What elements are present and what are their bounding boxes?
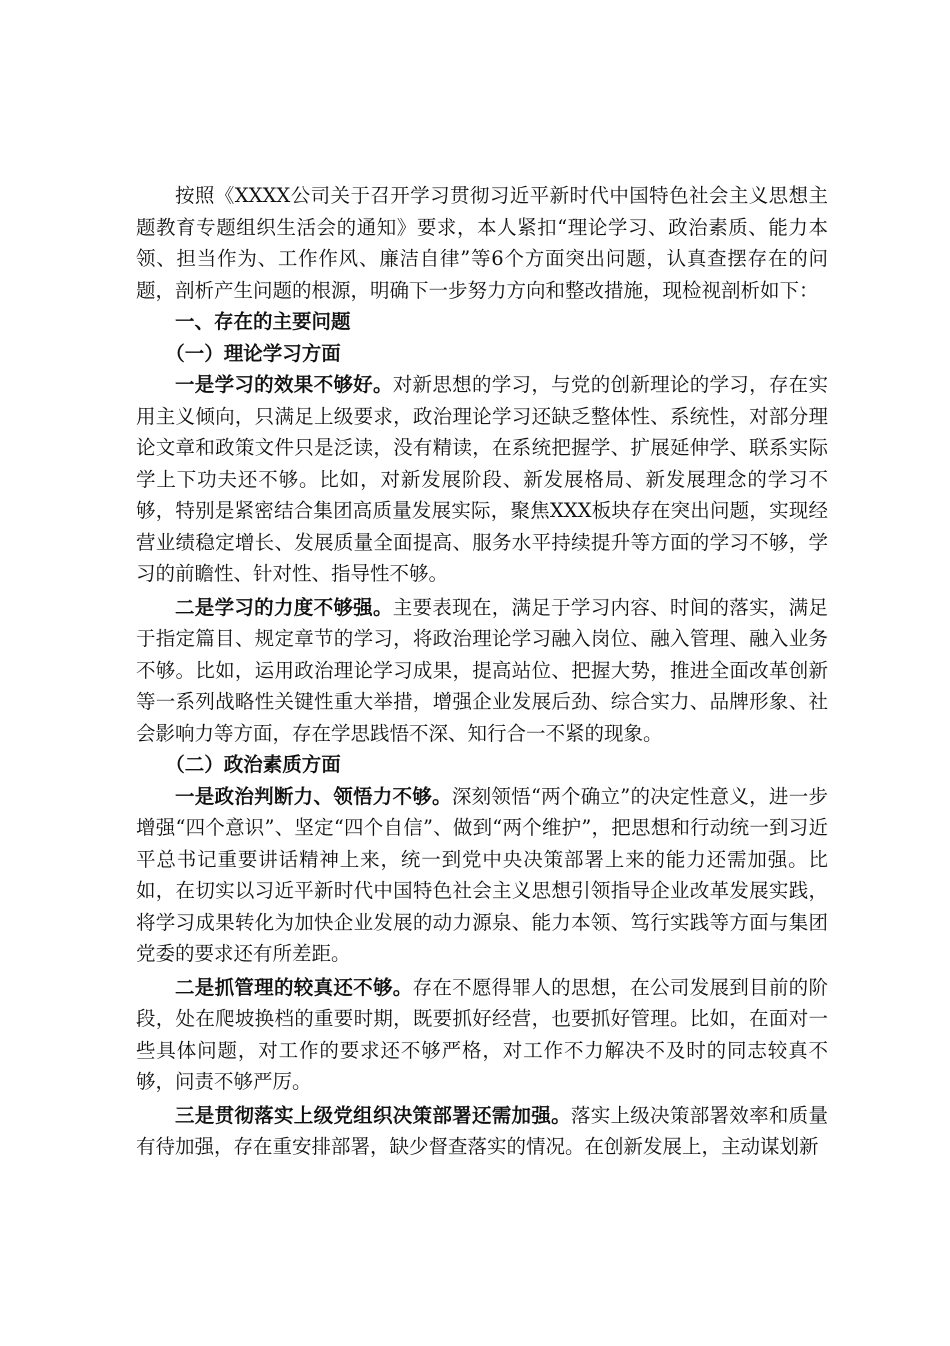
paragraph-lead: 三是贯彻落实上级党组织决策部署还需加强。 [175, 1103, 571, 1127]
paragraph-political-item-2 [136, 972, 828, 1098]
section-heading-main-problems: 一、存在的主要问题 [175, 310, 351, 333]
paragraph-lead: 二是抓管理的较真还不够。 [175, 975, 413, 999]
subsection-heading-political-quality: （二）政治素质方面 [165, 753, 341, 776]
paragraph-political-item-3 [136, 1100, 828, 1163]
paragraph-theory-item-1 [136, 369, 828, 590]
paragraph-body: 落实上级决策部署效率和质量有待加强，存在重安排部署，缺少督查落实的情况。在创新发展上，主动谋划新 [136, 1103, 828, 1158]
paragraph-lead: 一是政治判断力、领悟力不够。 [175, 784, 452, 808]
paragraph-lead: 一是学习的效果不够好。 [175, 373, 393, 396]
paragraph-body: 深刻领悟“两个确立”的决定性意义，进一步增强“四个意识”、坚定“四个自信”、做到“两个维护”，把思想和行动统一到习近平总书记重要讲话精神上来，统一到党中央决策部署上来的能力还需加强。比如，在切实以习近平新时代中国特色社会主义思想引领指导企业改革发展实践，将学习成果转化为加快企业发展的动力源泉、能力本领、笃行实践等方面与集团党委的要求还有所差距。 [136, 784, 828, 965]
intro-paragraph: 按照《XXXX公司关于召开学习贯彻习近平新时代中国特色社会主义思想主题教育专题组织生活会的通知》要求，本人紧扣“理论学习、政治素质、能力本领、担当作为、工作作风、廉洁自律”等6个方面突出问题，认真查摆存在的问题，剖析产生问题的根源，明确下一步努力方向和整改措施，现检视剖析如下： [136, 184, 828, 302]
paragraph-body: 主要表现在，满足于学习内容、时间的落实，满足于指定篇目、规定章节的学习，将政治理论学习融入岗位、融入管理、融入业务不够。比如，运用政治理论学习成果，提高站位、把握大势，推进全面改革创新等一系列战略性关键性重大举措，增强企业发展后劲、综合实力、品牌形象、社会影响力等方面，存在学思践悟不深、知行合一不紧的现象。 [136, 595, 828, 745]
paragraph-theory-item-2 [136, 592, 828, 750]
document-page [136, 180, 828, 1163]
paragraph-body: 对新思想的学习，与党的创新理论的学习，存在实用主义倾向，只满足上级要求，政治理论学习还缺乏整体性、系统性，对部分理论文章和政策文件只是泛读，没有精读，在系统把握学、扩展延伸学、联系实际学上下功夫还不够。比如，对新发展阶段、新发展格局、新发展理念的学习不够，特别是紧密结合集团高质量发展实际，聚焦XXX板块存在突出问题，实现经营业绩稳定增长、发展质量全面提高、服务水平持续提升等方面的学习不够，学习的前瞻性、针对性、指导性不够。 [136, 373, 828, 585]
paragraph-body: 存在不愿得罪人的思想，在公司发展到目前的阶段，处在爬坡换档的重要时期，既要抓好经营，也要抓好管理。比如，在面对一些具体问题，对工作的要求还不够严格，对工作不力解决不及时的同志较真不够，问责不够严厉。 [136, 975, 828, 1093]
subsection-heading-theory-study: （一）理论学习方面 [165, 341, 341, 365]
paragraph-lead: 二是学习的力度不够强。 [175, 595, 393, 619]
paragraph-political-item-1 [136, 781, 828, 970]
